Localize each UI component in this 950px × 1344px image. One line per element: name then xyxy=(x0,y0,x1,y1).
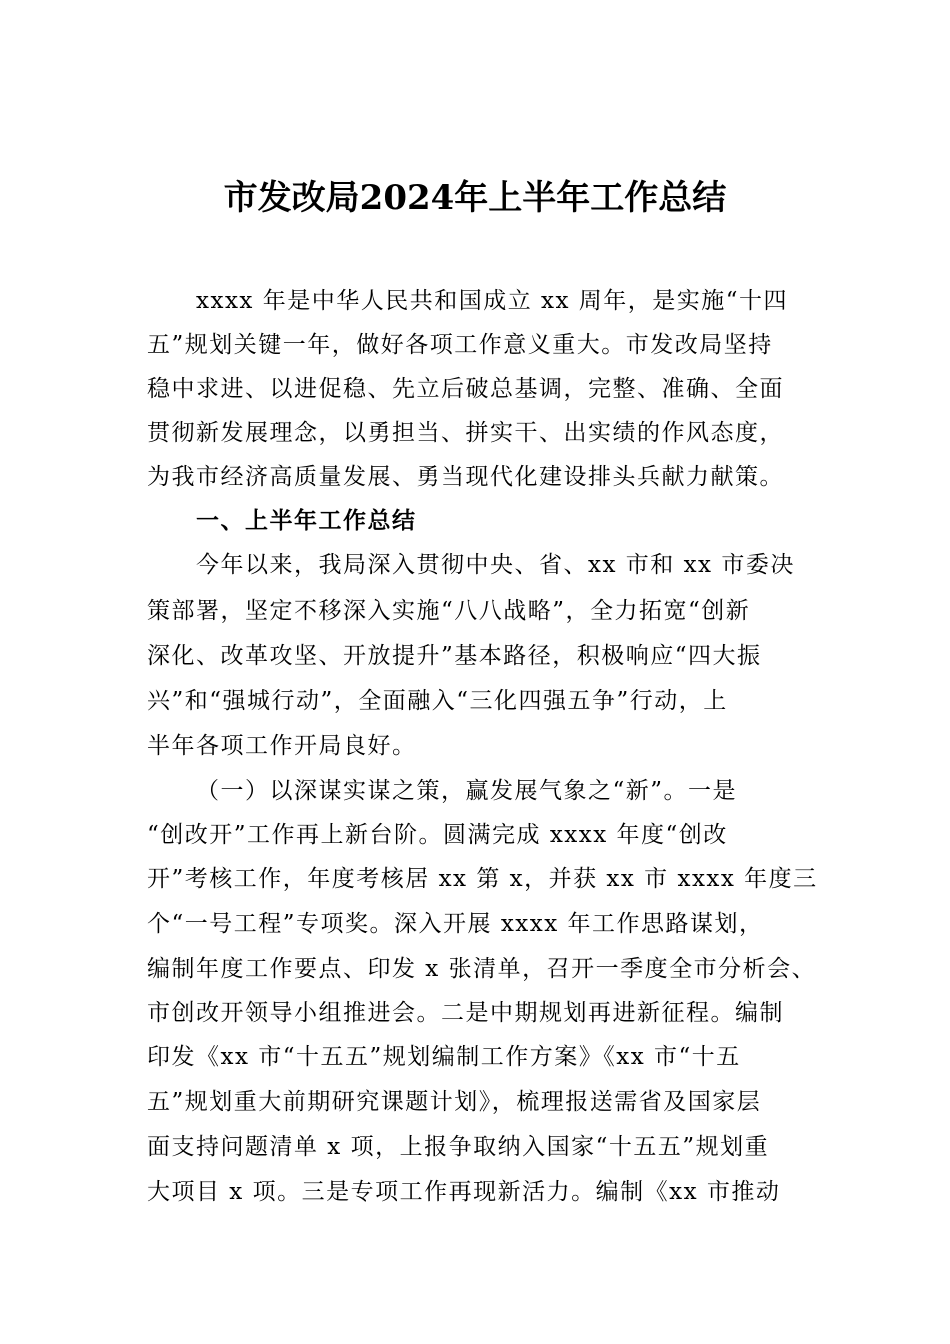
paragraph-line: 为我市经济高质量发展、勇当现代化建设排头兵献力献策。 xyxy=(147,464,784,490)
paragraph-line: 稳中求进、以进促稳、先立后破总基调，完整、准确、全面 xyxy=(147,376,784,402)
paragraph-line: 五”规划重大前期研究课题计划》，梳理报送需省及国家层 xyxy=(147,1089,762,1115)
paragraph-line: 面支持问题清单 x 项，上报争取纳入国家“十五五”规划重 xyxy=(147,1134,770,1160)
paragraph-line: （一）以深谋实谋之策，赢发展气象之“新”。一是 xyxy=(196,778,738,804)
paragraph-line: 印发《xx 市“十五五”规划编制工作方案》《xx 市“十五 xyxy=(147,1044,741,1070)
paragraph-line: xxxx 年是中华人民共和国成立 xx 周年，是实施“十四 xyxy=(196,288,789,314)
paragraph-line: 策部署，坚定不移深入实施“八八战略”，全力拓宽“创新 xyxy=(147,598,751,624)
paragraph-line: 开”考核工作，年度考核居 xx 第 x，并获 xx 市 xxxx 年度三 xyxy=(147,866,818,892)
paragraph-line: 大项目 x 项。三是专项工作再现新活力。编制《xx 市推动 xyxy=(147,1179,781,1205)
paragraph-line: 编制年度工作要点、印发 x 张清单，召开一季度全市分析会、 xyxy=(147,956,817,982)
paragraph-line: 半年各项工作开局良好。 xyxy=(147,733,417,759)
paragraph-line: “创改开”工作再上新台阶。圆满完成 xxxx 年度“创改 xyxy=(147,822,728,848)
paragraph-line: 个“一号工程”专项奖。深入开展 xxxx 年工作思路谋划， xyxy=(147,911,764,937)
paragraph-line: 五”规划关键一年，做好各项工作意义重大。市发改局坚持 xyxy=(147,332,773,358)
paragraph-line: 市创改开领导小组推进会。二是中期规划再进新征程。编制 xyxy=(147,1000,784,1026)
paragraph-line: 贯彻新发展理念，以勇担当、拼实干、出实绩的作风态度， xyxy=(147,420,784,446)
paragraph-line: 深化、改革攻坚、开放提升”基本路径，积极响应“四大振 xyxy=(147,643,762,669)
paragraph-line: 今年以来，我局深入贯彻中央、省、xx 市和 xx 市委决 xyxy=(196,552,795,578)
document-title: 市发改局2024年上半年工作总结 xyxy=(223,178,727,218)
paragraph-line: 兴”和“强城行动”，全面融入“三化四强五争”行动，上 xyxy=(147,688,728,714)
section-heading: 一、上半年工作总结 xyxy=(196,508,417,534)
